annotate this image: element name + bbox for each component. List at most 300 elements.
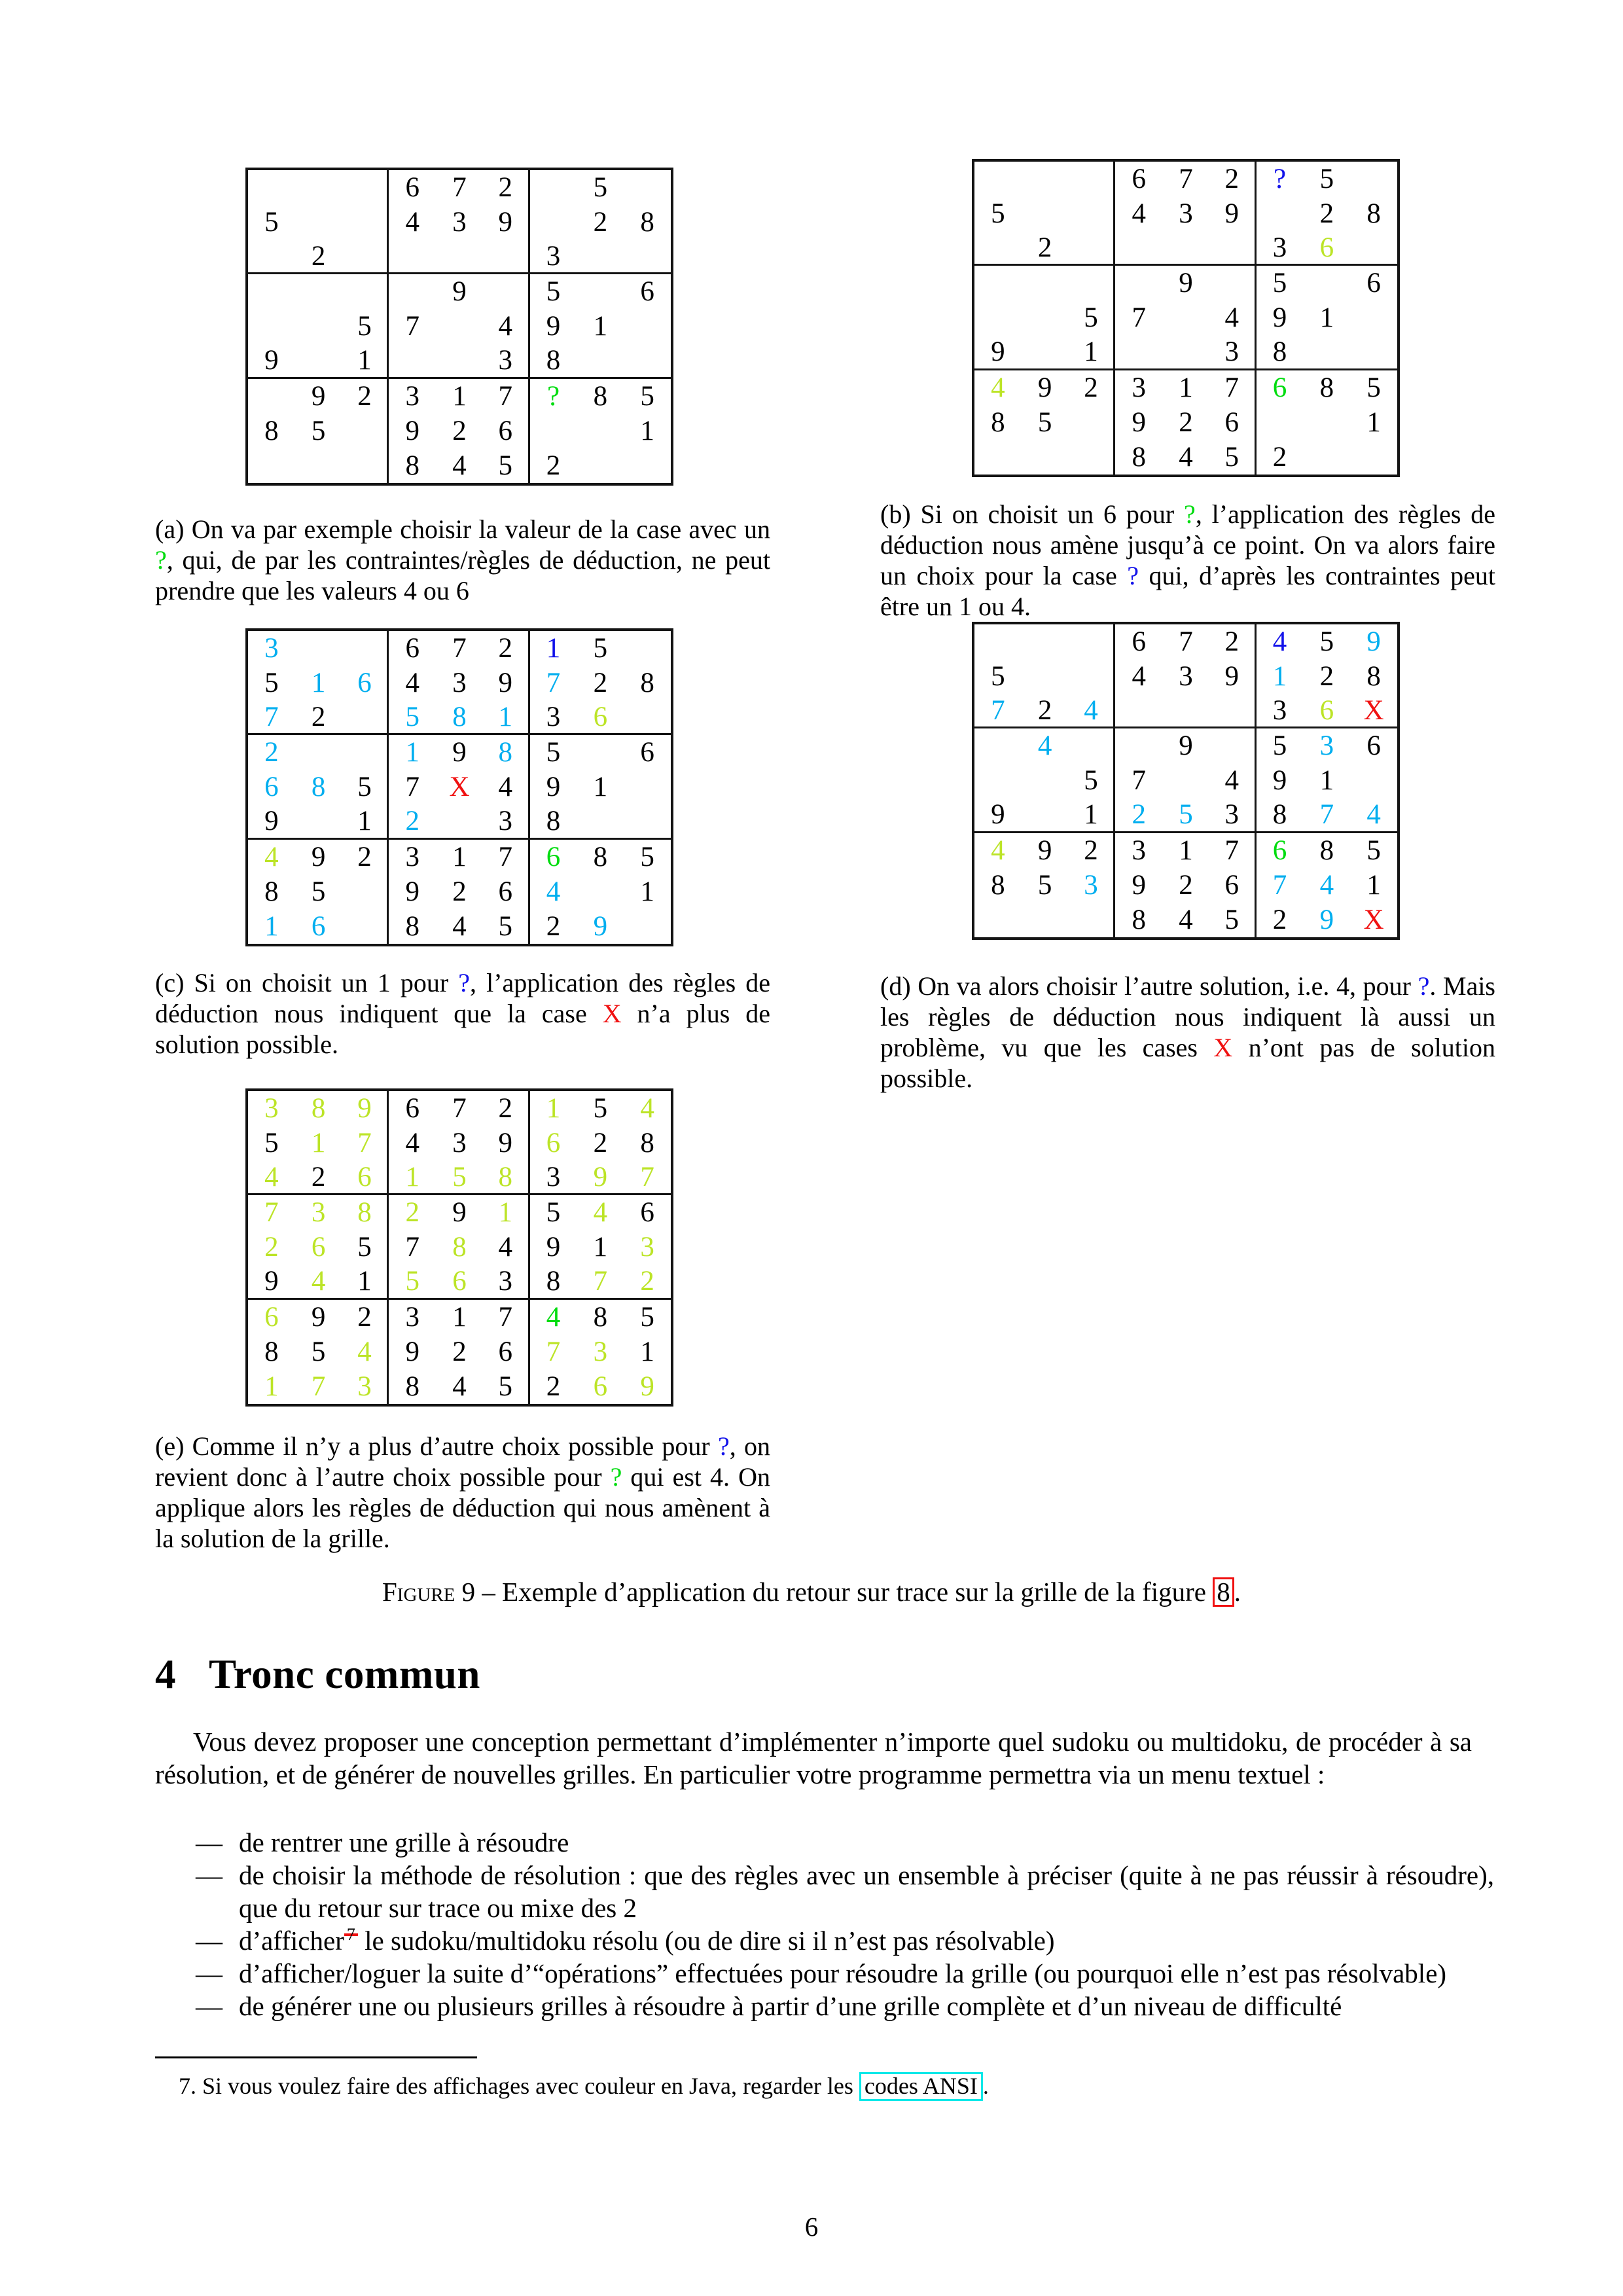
sudoku-cell — [974, 266, 1022, 300]
sudoku-cell: 9 — [311, 1301, 326, 1333]
sudoku-cell — [389, 240, 436, 274]
section-title: Tronc commun — [209, 1651, 480, 1697]
sudoku-cell: 1 — [1319, 765, 1334, 797]
sudoku-cell: 8 — [452, 1232, 467, 1263]
sudoku-cell: 5 — [342, 1230, 389, 1265]
sudoku-cell — [624, 448, 671, 483]
sudoku-cell: 6 — [1132, 626, 1146, 658]
sudoku-cell: 7 — [1179, 164, 1193, 195]
sudoku-cell: 8 — [311, 1093, 326, 1124]
sudoku-cell: 3 — [1209, 336, 1257, 370]
sudoku-cell — [1162, 763, 1209, 798]
sudoku-cell: 1 — [311, 1128, 326, 1159]
sudoku-cell: 6 — [1272, 372, 1287, 403]
sudoku-cell — [342, 205, 389, 240]
sudoku-cell — [295, 274, 342, 309]
sudoku-cell: 8 — [530, 1265, 577, 1300]
sudoku-cell: 4 — [1179, 441, 1193, 473]
sudoku-cell: 8 — [1366, 198, 1381, 230]
sudoku-cell: 7 — [483, 379, 530, 414]
sudoku-cell — [1303, 336, 1350, 370]
sudoku-cell — [1350, 440, 1397, 475]
text-segment: de générer une ou plusieurs grilles à résoudre à partir d’une grille complète et d’un niveau de difficulté — [239, 1991, 1342, 2021]
sudoku-cell: 9 — [483, 205, 530, 240]
sudoku-cell: 2 — [1272, 441, 1287, 473]
sudoku-cell: 3 — [405, 380, 419, 412]
sudoku-cell — [342, 909, 389, 944]
text-segment: (d) On va alors choisir l’autre solution, i.e. 4, pour — [880, 971, 1418, 1001]
sudoku-cell: 5 — [991, 198, 1005, 230]
sudoku-cell: 8 — [991, 869, 1005, 901]
sudoku-cell: 8 — [1257, 798, 1304, 833]
sudoku-cell — [624, 344, 671, 379]
sudoku-cell: 6 — [640, 737, 654, 768]
sudoku-cell: 7 — [1209, 833, 1257, 868]
red-x-mark: X — [1213, 1033, 1233, 1062]
sudoku-cell — [389, 344, 436, 379]
sudoku-cell: 4 — [1037, 730, 1052, 762]
sudoku-cell — [1209, 231, 1257, 266]
sudoku-cell: 3 — [452, 1128, 467, 1159]
sudoku-cell — [1069, 231, 1116, 266]
sudoku-cell: 3 — [452, 668, 467, 699]
sudoku-cell: 3 — [1179, 661, 1193, 692]
sudoku-cell: 9 — [1132, 869, 1146, 901]
sudoku-cell: 9 — [1132, 406, 1146, 438]
sudoku-cell: 9 — [452, 276, 467, 308]
sudoku-cell: 9 — [1209, 196, 1257, 231]
sudoku-cell — [1069, 728, 1116, 763]
sudoku-cell: 5 — [1069, 300, 1116, 335]
sudoku-cell: 1 — [1366, 406, 1381, 438]
sudoku-cell: 8 — [436, 700, 483, 735]
sudoku-cell: 9 — [974, 336, 1022, 370]
sudoku-grid-c — [245, 628, 673, 946]
sudoku-cell: 4 — [405, 668, 419, 699]
text-segment: le sudoku/multidoku résolu (ou de dire si il n’est pas résolvable) — [357, 1926, 1055, 1956]
sudoku-cell: 6 — [342, 666, 389, 700]
sudoku-cell: 4 — [1179, 904, 1193, 935]
sudoku-cell: 4 — [593, 1197, 608, 1229]
sudoku-cell — [248, 274, 295, 309]
sudoku-cell: 7 — [452, 633, 467, 664]
sudoku-cell: 4 — [483, 309, 530, 344]
sudoku-cell: 3 — [1257, 231, 1304, 266]
sudoku-cell: 1 — [405, 737, 419, 768]
sudoku-cell — [530, 205, 577, 240]
sudoku-cell: 1 — [593, 772, 608, 803]
sudoku-cell — [483, 274, 530, 309]
sudoku-cell — [342, 448, 389, 483]
sudoku-cell: 9 — [342, 1091, 389, 1126]
sudoku-cell: 3 — [1319, 730, 1334, 762]
sudoku-cell: 2 — [295, 1160, 342, 1195]
sudoku-cell: 5 — [1366, 834, 1381, 866]
sudoku-cell: 2 — [546, 1371, 561, 1402]
sudoku-cell: 4 — [264, 841, 279, 872]
sudoku-cell: 4 — [483, 770, 530, 804]
sudoku-cell — [1209, 694, 1257, 728]
sudoku-cell: 1 — [452, 380, 467, 412]
sudoku-cell: 5 — [342, 770, 389, 804]
sudoku-cell — [1115, 336, 1162, 370]
sudoku-cell — [974, 440, 1022, 475]
sudoku-cell: 5 — [640, 380, 654, 412]
sudoku-cell: 8 — [1366, 661, 1381, 692]
sudoku-cell: 9 — [974, 798, 1022, 833]
sudoku-cell: 2 — [1209, 162, 1257, 196]
sudoku-cell: 7 — [405, 311, 419, 342]
sudoku-cell: 5 — [1272, 730, 1287, 762]
sudoku-cell — [1115, 266, 1162, 300]
sudoku-cell: 5 — [311, 415, 326, 446]
sudoku-cell: 7 — [1272, 869, 1287, 901]
sudoku-cell: 6 — [1209, 405, 1257, 440]
sudoku-cell: 4 — [248, 1160, 295, 1195]
sudoku-cell: 6 — [1272, 834, 1287, 866]
sudoku-cell: 5 — [593, 172, 608, 204]
sudoku-cell — [1115, 728, 1162, 763]
sudoku-cell: 9 — [248, 805, 295, 840]
sudoku-cell: 1 — [452, 841, 467, 872]
sudoku-cell — [1350, 763, 1397, 798]
sudoku-cell — [1069, 440, 1116, 475]
sudoku-cell: 4 — [546, 876, 561, 907]
sudoku-cell: 2 — [1069, 833, 1116, 868]
sudoku-cell: ? — [1274, 164, 1287, 195]
text-segment: de choisir la méthode de résolution : que des règles avec un ensemble à préciser (quite à ne pas réussir à résoudre), que du retour sur trace ou mixe des 2 — [239, 1860, 1494, 1923]
sudoku-cell: 4 — [640, 1093, 654, 1124]
sudoku-cell — [342, 240, 389, 274]
sudoku-cell: 4 — [405, 207, 419, 238]
sudoku-cell: 6 — [577, 700, 624, 735]
sudoku-cell: 5 — [1162, 798, 1209, 833]
sudoku-cell: 2 — [483, 631, 530, 666]
sudoku-cell: 2 — [483, 170, 530, 205]
sudoku-cell: 1 — [264, 910, 279, 942]
text-segment: . — [982, 2073, 989, 2099]
ansi-codes-link[interactable]: codes ANSI — [859, 2072, 983, 2101]
sudoku-cell: 7 — [248, 700, 295, 735]
sudoku-cell — [295, 735, 342, 770]
sudoku-cell: 1 — [483, 700, 530, 735]
sudoku-cell: 5 — [264, 668, 279, 699]
sudoku-cell: 7 — [1303, 798, 1350, 833]
dash-marker: — — [196, 1958, 223, 1988]
sudoku-cell: 9 — [248, 344, 295, 379]
sudoku-cell: 2 — [452, 415, 467, 446]
sudoku-cell: 6 — [264, 772, 279, 803]
sudoku-cell: X — [1363, 904, 1384, 935]
sudoku-cell: 5 — [546, 737, 561, 768]
sudoku-cell: 1 — [546, 633, 561, 664]
sudoku-cell — [577, 344, 624, 379]
sudoku-cell: 4 — [1069, 694, 1116, 728]
footnote-7-marker[interactable]: 7 — [344, 1933, 358, 1936]
sudoku-cell: 2 — [342, 379, 389, 414]
list-item — [155, 1957, 1494, 1990]
sudoku-cell — [436, 805, 483, 840]
sudoku-cell — [1022, 266, 1069, 300]
sudoku-cell — [974, 903, 1022, 937]
sudoku-cell — [1115, 694, 1162, 728]
dash-marker: — — [196, 1860, 223, 1890]
sudoku-cell: 2 — [1115, 798, 1162, 833]
sudoku-cell — [1069, 162, 1116, 196]
sudoku-cell — [1162, 694, 1209, 728]
sudoku-cell — [342, 700, 389, 735]
sudoku-cell — [1350, 300, 1397, 335]
sudoku-cell — [530, 414, 577, 448]
sudoku-cell — [1022, 798, 1069, 833]
text-segment: de rentrer une grille à résoudre — [239, 1827, 569, 1857]
sudoku-cell — [389, 274, 436, 309]
list-item — [155, 1826, 1494, 1859]
text-segment: qui, d’après les contraintes peut être un 1 ou 4. — [880, 561, 1495, 621]
sudoku-cell: 3 — [640, 1232, 654, 1263]
sudoku-cell: X — [449, 772, 470, 803]
text-segment: (e) Comme il n’y a plus d’autre choix possible pour — [155, 1431, 718, 1461]
sudoku-cell — [1162, 336, 1209, 370]
sudoku-cell: 2 — [546, 910, 561, 942]
figure-8-link[interactable]: 8 — [1213, 1577, 1234, 1607]
sudoku-cell: 8 — [991, 406, 1005, 438]
sudoku-cell: 1 — [342, 1265, 389, 1300]
sudoku-cell — [624, 240, 671, 274]
sudoku-cell: 6 — [1303, 694, 1350, 728]
sudoku-cell: 3 — [593, 1336, 608, 1367]
sudoku-cell: 9 — [248, 1265, 295, 1300]
blue-question-mark: ? — [458, 968, 470, 997]
sudoku-cell: 4 — [991, 372, 1005, 403]
sudoku-cell: 1 — [342, 805, 389, 840]
sudoku-cell: 2 — [1209, 624, 1257, 659]
sudoku-cell — [295, 309, 342, 344]
text-segment: . — [1234, 1577, 1241, 1607]
sudoku-cell: 9 — [311, 841, 326, 872]
blue-question-mark: ? — [717, 1431, 730, 1461]
caption-a — [155, 514, 770, 606]
footnote — [155, 2072, 1304, 2101]
sudoku-cell: 5 — [483, 448, 530, 483]
sudoku-cell: 5 — [640, 1301, 654, 1333]
sudoku-cell: 2 — [389, 805, 436, 840]
sudoku-cell: 6 — [436, 1265, 483, 1300]
sudoku-cell — [248, 448, 295, 483]
sudoku-cell: 8 — [1257, 336, 1304, 370]
sudoku-cell — [624, 805, 671, 840]
sudoku-cell — [577, 274, 624, 309]
sudoku-cell: 4 — [342, 1335, 389, 1369]
sudoku-cell — [1303, 405, 1350, 440]
sudoku-cell: 3 — [530, 1160, 577, 1195]
sudoku-cell: 1 — [1179, 834, 1193, 866]
sudoku-cell: 3 — [342, 1369, 389, 1404]
sudoku-cell: 9 — [483, 666, 530, 700]
sudoku-cell — [1069, 624, 1116, 659]
sudoku-cell — [248, 170, 295, 205]
sudoku-cell: 4 — [1209, 300, 1257, 335]
sudoku-cell: 8 — [1132, 441, 1146, 473]
sudoku-cell: 9 — [1366, 626, 1381, 658]
sudoku-cell: 7 — [577, 1265, 624, 1300]
sudoku-grid-b — [972, 159, 1400, 477]
sudoku-cell: 1 — [640, 415, 654, 446]
sudoku-cell: 1 — [1366, 869, 1381, 901]
caption-c — [155, 967, 770, 1060]
sudoku-cell: 4 — [1132, 661, 1146, 692]
text-segment: (b) Si on choisit un 6 pour — [880, 499, 1185, 529]
sudoku-cell: 7 — [546, 1336, 561, 1367]
sudoku-cell: 5 — [1069, 763, 1116, 798]
sudoku-cell: 4 — [405, 1128, 419, 1159]
sudoku-cell — [1022, 903, 1069, 937]
green-question-mark: ? — [155, 545, 167, 575]
dash-marker: — — [196, 1991, 223, 2021]
sudoku-cell: 9 — [640, 1371, 654, 1402]
sudoku-cell — [1069, 659, 1116, 694]
sudoku-cell: 1 — [593, 311, 608, 342]
sudoku-cell — [974, 728, 1022, 763]
sudoku-cell: 4 — [991, 834, 1005, 866]
sudoku-cell — [1209, 728, 1257, 763]
sudoku-cell: 5 — [1272, 268, 1287, 299]
sudoku-cell — [1257, 405, 1304, 440]
sudoku-cell: 4 — [295, 1265, 342, 1300]
sudoku-cell: 4 — [452, 910, 467, 942]
sudoku-cell: 7 — [311, 1371, 326, 1402]
sudoku-cell — [1069, 903, 1116, 937]
sudoku-cell — [1069, 196, 1116, 231]
sudoku-cell: 2 — [593, 207, 608, 238]
sudoku-cell — [248, 379, 295, 414]
sudoku-cell — [530, 170, 577, 205]
green-question-mark: ? — [610, 1462, 622, 1492]
text-segment: d’afficher — [239, 1926, 344, 1956]
sudoku-cell: 7 — [342, 1126, 389, 1160]
caption-b — [880, 499, 1495, 622]
sudoku-cell: 8 — [405, 450, 419, 481]
sudoku-cell — [1303, 266, 1350, 300]
sudoku-grid-a — [245, 168, 673, 486]
sudoku-cell — [436, 344, 483, 379]
sudoku-cell: 3 — [530, 240, 577, 274]
list-item-text — [239, 1827, 569, 1857]
caption-d — [880, 971, 1495, 1094]
text-segment: 9 – Exemple d’application du retour sur trace sur la grille de la figure — [455, 1577, 1213, 1607]
sudoku-cell: 2 — [452, 876, 467, 907]
sudoku-cell: 2 — [546, 450, 561, 481]
sudoku-cell: 1 — [593, 1232, 608, 1263]
sudoku-cell: 9 — [546, 311, 561, 342]
sudoku-cell: 3 — [264, 1093, 279, 1124]
blue-question-mark: ? — [1418, 971, 1430, 1001]
sudoku-cell — [577, 735, 624, 770]
sudoku-cell: 5 — [1037, 869, 1052, 901]
sudoku-cell: 2 — [1179, 406, 1193, 438]
sudoku-cell — [342, 414, 389, 448]
sudoku-cell: 6 — [264, 1301, 279, 1333]
sudoku-cell: 1 — [1069, 798, 1116, 833]
sudoku-cell: 1 — [1319, 302, 1334, 334]
sudoku-cell: 8 — [593, 1301, 608, 1333]
sudoku-cell: 4 — [1132, 198, 1146, 230]
text-segment: 7. Si vous voulez faire des affichages avec couleur en Java, regarder les — [179, 2073, 859, 2099]
sudoku-cell: 6 — [311, 1232, 326, 1263]
sudoku-cell: 5 — [1209, 440, 1257, 475]
sudoku-cell: 8 — [264, 876, 279, 907]
sudoku-cell: 8 — [640, 668, 654, 699]
sudoku-cell: 9 — [1037, 834, 1052, 866]
sudoku-cell: 8 — [311, 772, 326, 803]
sudoku-cell — [974, 763, 1022, 798]
section-number: 4 — [155, 1651, 176, 1697]
dash-marker: — — [196, 1827, 223, 1857]
sudoku-cell: 2 — [264, 1232, 279, 1263]
sudoku-cell: 8 — [342, 1195, 389, 1230]
sudoku-cell: 6 — [1366, 730, 1381, 762]
sudoku-cell — [436, 240, 483, 274]
list-item-text — [239, 1991, 1342, 2021]
sudoku-cell: 5 — [483, 909, 530, 944]
sudoku-cell — [1022, 336, 1069, 370]
text-segment: n’a plus de solution possible. — [155, 999, 771, 1059]
sudoku-grid-d — [972, 622, 1400, 940]
sudoku-cell: 6 — [483, 1335, 530, 1369]
sudoku-cell: 5 — [483, 1369, 530, 1404]
sudoku-cell — [1350, 231, 1397, 266]
sudoku-cell: 3 — [405, 841, 419, 872]
sudoku-cell: 9 — [452, 1197, 467, 1229]
sudoku-cell — [1209, 266, 1257, 300]
sudoku-cell: 1 — [452, 1301, 467, 1333]
sudoku-cell: 2 — [1022, 231, 1069, 266]
sudoku-cell — [295, 205, 342, 240]
text-segment: , l’application des règles de déduction nous indiquent que la case — [155, 968, 771, 1028]
sudoku-cell: 2 — [593, 1128, 608, 1159]
text-segment: , on revient donc à l’autre choix possible pour — [155, 1431, 770, 1492]
sudoku-cell: 6 — [546, 841, 561, 872]
list-item-text — [239, 1958, 1446, 1988]
sudoku-cell — [577, 240, 624, 274]
sudoku-cell — [295, 805, 342, 840]
sudoku-cell — [1022, 440, 1069, 475]
sudoku-cell: 2 — [452, 1336, 467, 1367]
sudoku-cell: 5 — [311, 876, 326, 907]
sudoku-cell — [295, 344, 342, 379]
sudoku-cell: 5 — [1319, 164, 1334, 195]
sudoku-cell: 9 — [577, 1160, 624, 1195]
sudoku-cell: X — [1350, 694, 1397, 728]
sudoku-cell: 8 — [405, 1371, 419, 1402]
sudoku-cell — [342, 631, 389, 666]
sudoku-cell: 9 — [405, 876, 419, 907]
sudoku-cell: 8 — [264, 1336, 279, 1367]
sudoku-cell: 7 — [405, 1232, 419, 1263]
sudoku-cell — [436, 309, 483, 344]
sudoku-cell — [974, 162, 1022, 196]
red-x-mark: X — [602, 999, 622, 1028]
sudoku-cell — [1069, 266, 1116, 300]
sudoku-cell: 3 — [483, 1265, 530, 1300]
sudoku-cell: 5 — [264, 1128, 279, 1159]
footnote-rule — [155, 2056, 477, 2058]
sudoku-cell — [974, 300, 1022, 335]
sudoku-cell: 6 — [640, 1197, 654, 1229]
sudoku-cell — [295, 631, 342, 666]
sudoku-cell: 4 — [546, 1301, 561, 1333]
sudoku-cell: 2 — [593, 668, 608, 699]
